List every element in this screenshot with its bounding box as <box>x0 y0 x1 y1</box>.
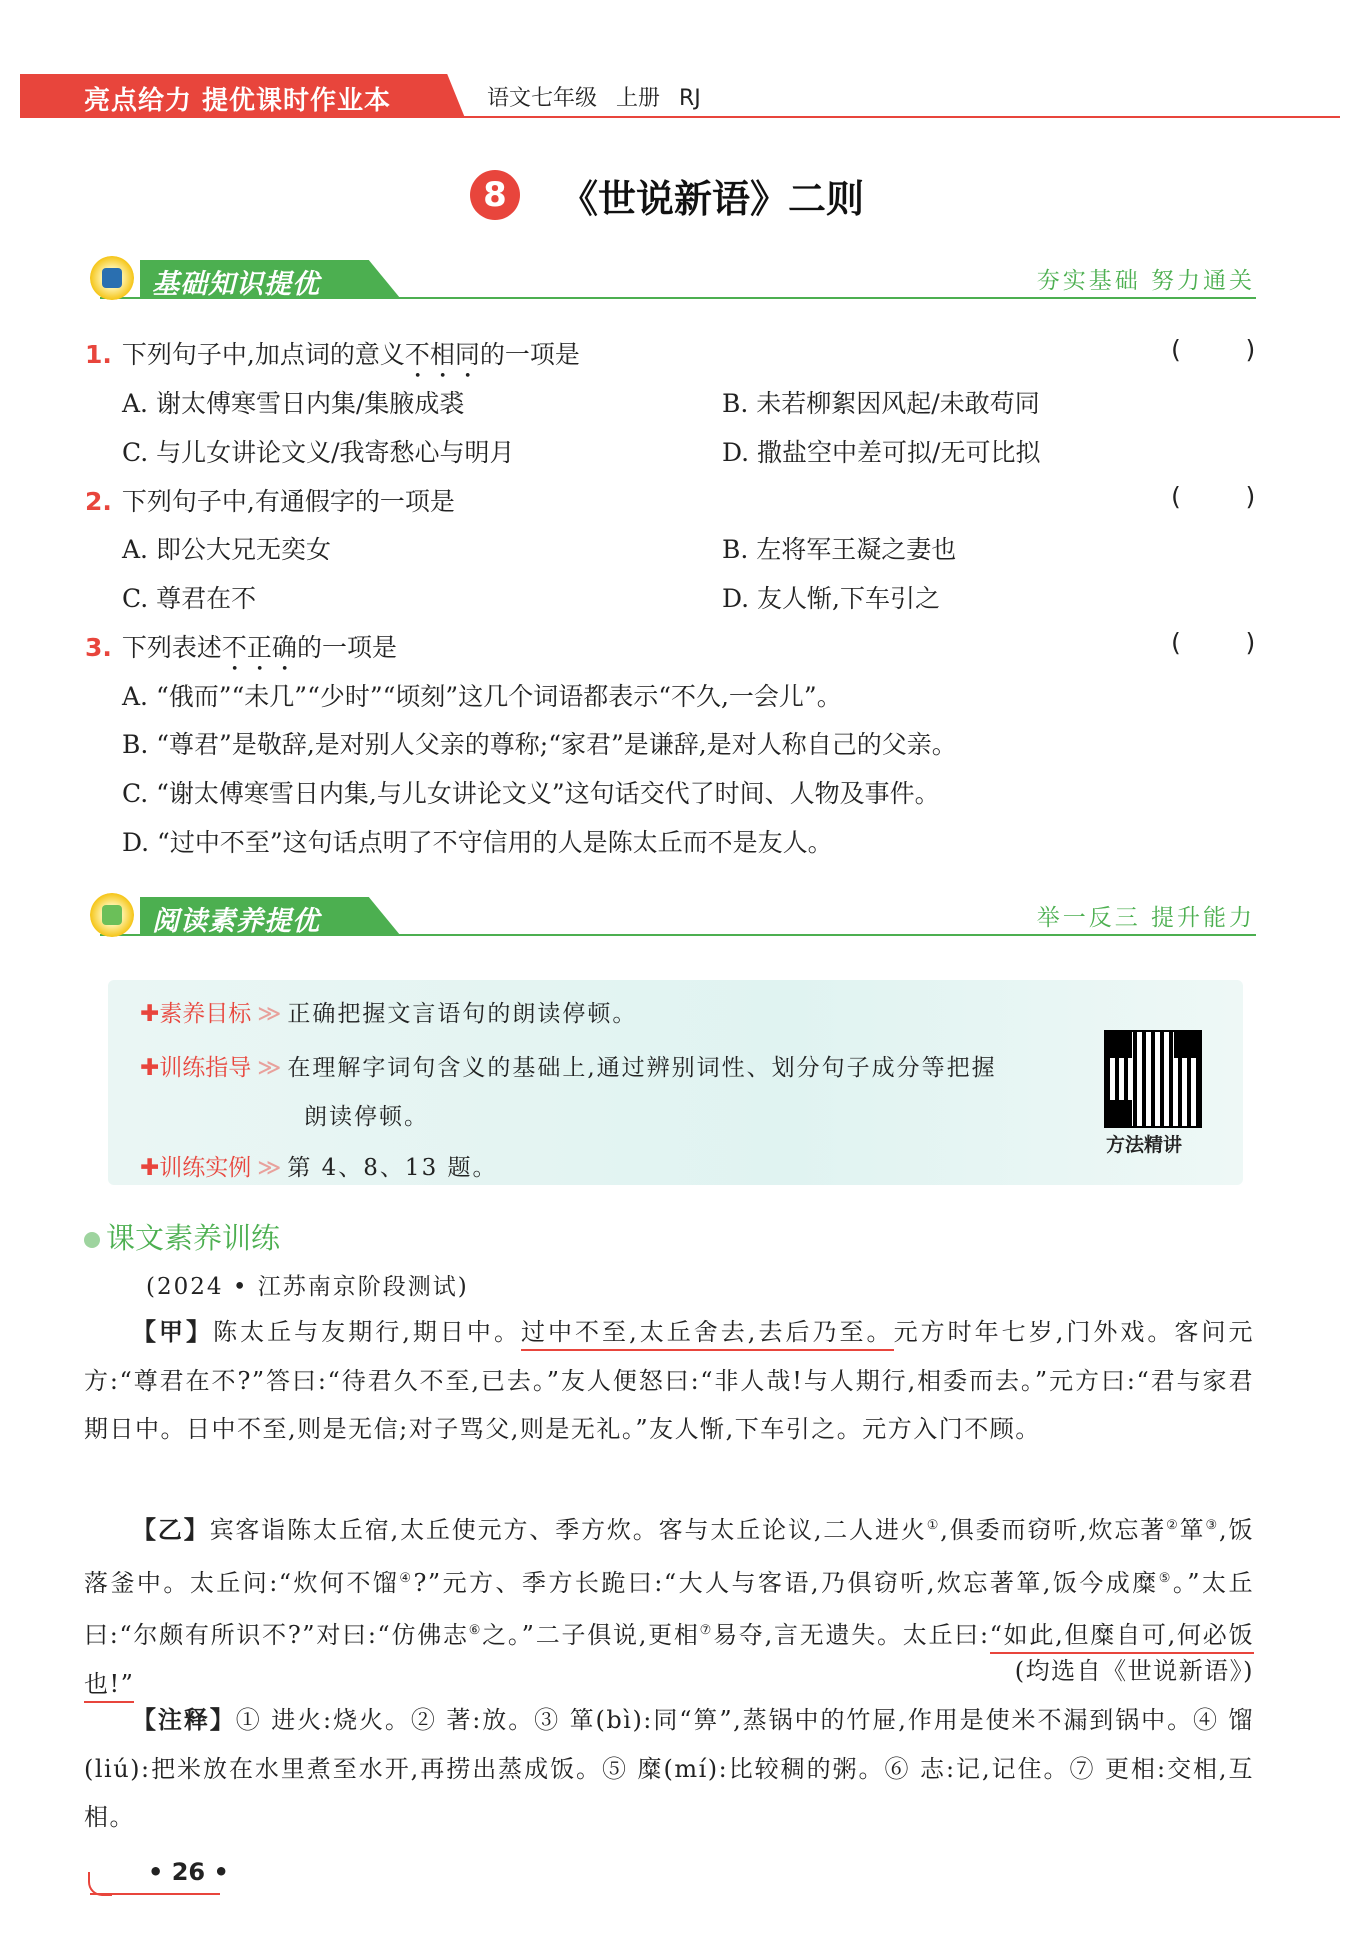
underlined-sentence: 过中不至,太丘舍去,去后乃至。 <box>521 1318 894 1351</box>
option-d: D. 撒盐空中差可拟/无可比拟 <box>722 438 1041 467</box>
passage-jia: 【甲】陈太丘与友期行,期日中。过中不至,太丘舍去,去后乃至。元方时年七岁,门外戏。客问元方:“尊君在不?”答曰:“待君久不至,已去。”友人便怒曰:“非人哉!与人期行,相委而去。”元方曰:“君与家君期日中。日中不至,则是无信;对子骂父,则是无礼。”友人惭,下车引之。元方入门不顾。 <box>84 1318 1254 1443</box>
option-c: C. 与儿女讲论文义/我寄愁心与明月 <box>122 438 515 467</box>
passage-yi: 【乙】宾客诣陈太丘宿,太丘使元方、季方炊。客与太丘论议,二人进火①,俱委而窃听,炊忘著②箪③,饭落釜中。太丘问:“炊何不馏④?”元方、季方长跪曰:“大人与客语,乃俱窃听,炊忘著箪,饭今成糜⑤。”太丘曰:“尔颇有所识不?”对曰:“仿佛志⑥之。”二子俱说,更相⑦易夺,言无遗失。太丘曰:“如此,但糜自可,何必饭也!” <box>84 1502 1254 1708</box>
question-2: 2. 下列句子中,有通假字的一项是 <box>85 487 455 516</box>
option-d: D. “过中不至”这句话点明了不守信用的人是陈太丘而不是友人。 <box>122 828 833 857</box>
answer-blank[interactable]: ( ) <box>1168 335 1259 364</box>
lightbulb-icon <box>90 893 134 937</box>
header-subject: 语文七年级 上册 RJ <box>487 86 701 111</box>
question-number: 1. <box>85 340 112 369</box>
bullet-dot-icon <box>84 1232 100 1248</box>
option-a: A. “俄而”“未几”“少时”“顷刻”这几个词语都表示“不久,一会儿”。 <box>122 682 842 711</box>
emphasis-text: 不正确 <box>221 633 297 662</box>
literacy-goal: ✚素养目标 ≫ 正确把握文言语句的朗读停顿。 <box>140 1001 638 1027</box>
qr-code[interactable] <box>1104 1030 1202 1128</box>
section1-slogan: 夯实基础 努力通关 <box>1036 268 1255 294</box>
option-c: C. 尊君在不 <box>122 584 257 613</box>
underlined-sentence: “如此,但糜自可,何必饭也!” <box>84 1621 1254 1703</box>
option-a: A. 即公大兄无奕女 <box>122 535 331 564</box>
house-icon <box>90 256 134 300</box>
passage-heading: 课文素养训练 <box>84 1216 280 1257</box>
emphasis-text: 不相同 <box>404 340 480 369</box>
question-3: 3. 下列表述不正确的一项是 <box>85 633 397 662</box>
passage-attribution: (均选自《世说新语》) <box>1014 1657 1254 1685</box>
option-b: B. 左将军王凝之妻也 <box>722 535 957 564</box>
header-brand: 亮点给力 提优课时作业本 <box>84 86 392 116</box>
answer-blank[interactable]: ( ) <box>1168 482 1259 511</box>
option-d: D. 友人惭,下车引之 <box>722 584 940 613</box>
lesson-title: 《世说新语》二则 <box>560 176 865 221</box>
literacy-guide: ✚训练指导 ≫ 在理解字词句含义的基础上,通过辨别词性、划分句子成分等把握 <box>140 1055 997 1081</box>
passage-notes: 【注释】① 进火:烧火。② 著:放。③ 箪(bì):同“箅”,蒸锅中的竹屉,作用是使米不漏到锅中。④ 馏(liú):把米放在水里煮至水开,再捞出蒸成饭。⑤ 糜(mí):比较稠的粥。⑥ 志:记,记住。⑦ 更相:交相,互相。 <box>84 1706 1254 1831</box>
passage-source: (2024 • 江苏南京阶段测试) <box>146 1274 469 1300</box>
literacy-example: ✚训练实例 ≫ 第 4、8、13 题。 <box>140 1155 498 1181</box>
literacy-guide-cont: 朗读停顿。 <box>304 1104 429 1130</box>
option-b: B. “尊君”是敬辞,是对别人父亲的尊称;“家君”是谦辞,是对人称自己的父亲。 <box>122 730 957 759</box>
option-a: A. 谢太傅寒雪日内集/集腋成裘 <box>122 389 465 418</box>
question-number: 3. <box>85 633 112 662</box>
lesson-number-badge: 8 <box>470 170 520 220</box>
header-rule <box>460 116 1340 118</box>
footer-rule <box>90 1893 220 1895</box>
page-number: • 26 • <box>148 1858 229 1886</box>
question-1: 1. 下列句子中,加点词的意义不相同的一项是 <box>85 340 580 369</box>
section2-slogan: 举一反三 提升能力 <box>1036 905 1255 931</box>
option-c: C. “谢太傅寒雪日内集,与儿女讲论文义”这句话交代了时间、人物及事件。 <box>122 779 940 808</box>
option-b: B. 未若柳絮因风起/未敢苟同 <box>722 389 1040 418</box>
section1-label: 基础知识提优 <box>152 269 320 300</box>
answer-blank[interactable]: ( ) <box>1168 628 1259 657</box>
qr-caption: 方法精讲 <box>1106 1134 1183 1156</box>
section2-label: 阅读素养提优 <box>152 906 320 937</box>
question-number: 2. <box>85 487 112 516</box>
